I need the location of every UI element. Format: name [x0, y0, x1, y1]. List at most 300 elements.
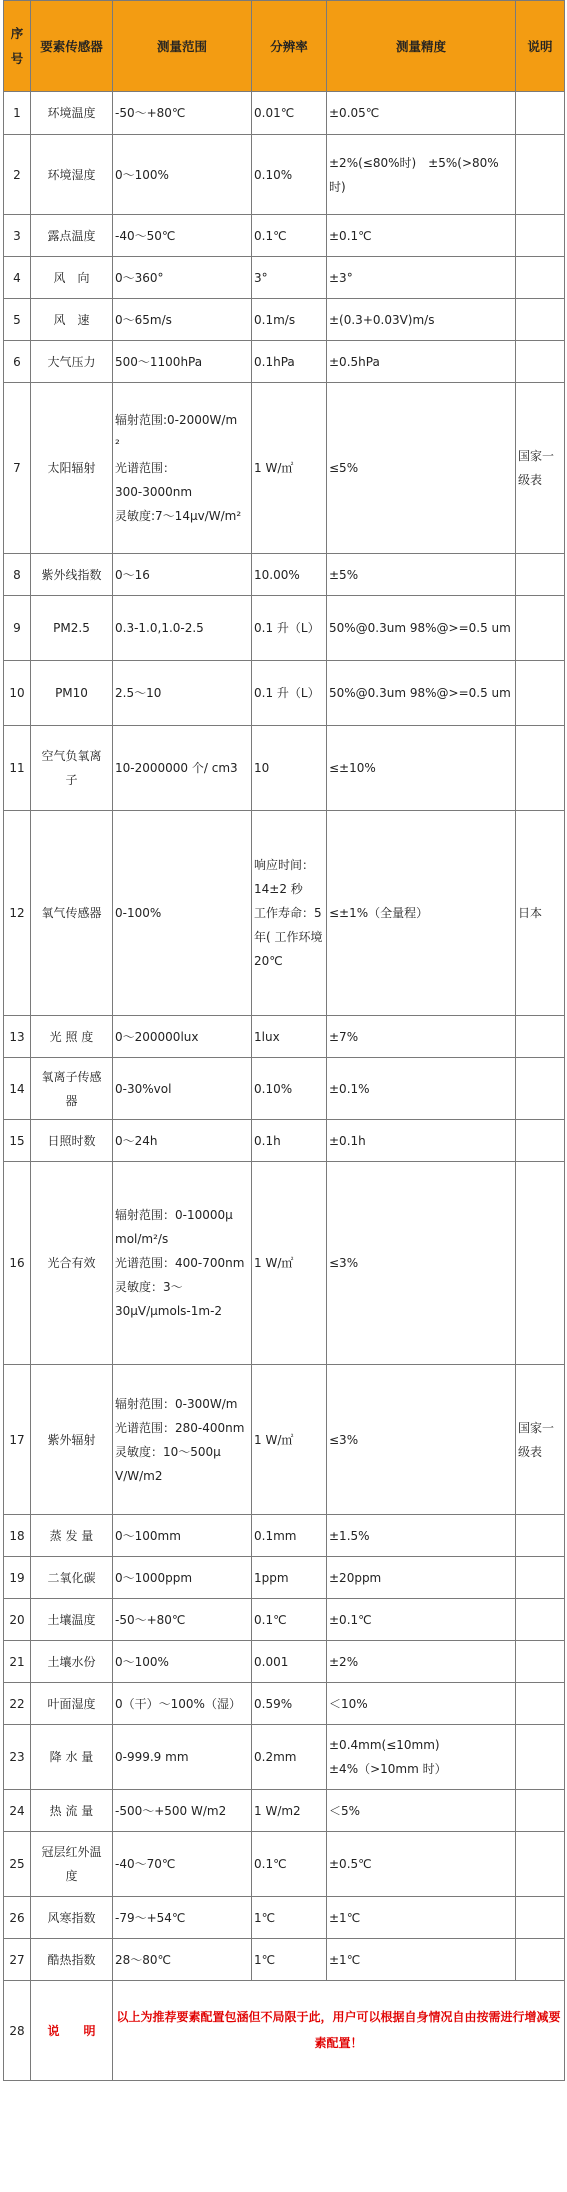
- cell-no: 13: [4, 1016, 31, 1058]
- cell-note: [516, 383, 565, 554]
- cell-range: [113, 1162, 252, 1365]
- cell-note: [516, 726, 565, 811]
- cell-line: 辐射范围:0-2000W/m: [115, 413, 238, 427]
- cell-line: 500～1100hPa: [115, 354, 203, 369]
- cell-range: [113, 1365, 252, 1515]
- cell-resolution: [252, 1557, 327, 1599]
- cell-range: [113, 1725, 252, 1790]
- cell-resolution: [252, 1897, 327, 1939]
- cell-line: 0.001: [254, 1654, 289, 1669]
- cell-no: 14: [4, 1058, 31, 1120]
- table-row: [4, 1162, 565, 1365]
- cell-note: [516, 1641, 565, 1683]
- cell-line: ±0.1℃: [329, 1612, 372, 1627]
- cell-line: -50～+80℃: [115, 1612, 186, 1627]
- footer-no: 28: [4, 1981, 31, 2081]
- cell-accuracy: [327, 1725, 516, 1790]
- cell-sensor: [31, 1016, 113, 1058]
- cell-line: 空气负氧离: [41, 749, 102, 763]
- cell-range: [113, 726, 252, 811]
- cell-line: 风寒指数: [47, 1910, 96, 1925]
- cell-line: 国家一: [518, 1420, 555, 1435]
- cell-no: 2: [4, 135, 31, 215]
- footer-row: [4, 1981, 565, 2081]
- cell-accuracy: [327, 135, 516, 215]
- cell-line: 0-999.9 mm: [115, 1750, 189, 1764]
- header-row: [4, 1, 565, 92]
- cell-no: 3: [4, 215, 31, 257]
- cell-line: 50%@0.3um 98%@>=0.5 um: [329, 621, 511, 635]
- cell-no: 4: [4, 257, 31, 299]
- cell-note: [516, 299, 565, 341]
- cell-note: [516, 1120, 565, 1162]
- cell-line: 灵敏度:7～14μv/W/m²: [115, 509, 242, 523]
- cell-no: 19: [4, 1557, 31, 1599]
- cell-line: 1 W/㎡: [254, 1432, 294, 1447]
- cell-range: [113, 1120, 252, 1162]
- cell-line: ±2%(≤80%时) ±5%(>80%: [329, 155, 499, 170]
- cell-resolution: [252, 299, 327, 341]
- cell-accuracy: [327, 1832, 516, 1897]
- cell-no: 21: [4, 1641, 31, 1683]
- table-row: [4, 1016, 565, 1058]
- header-range: 测量范围: [113, 1, 252, 92]
- cell-accuracy: [327, 341, 516, 383]
- cell-line: 国家一: [518, 449, 555, 463]
- cell-line: 0-100%: [115, 906, 162, 920]
- cell-line: 0.01℃: [254, 106, 295, 120]
- cell-resolution: [252, 1725, 327, 1790]
- cell-no: 11: [4, 726, 31, 811]
- cell-line: 1ppm: [254, 1570, 289, 1585]
- table-row: [4, 554, 565, 596]
- cell-line: [518, 224, 562, 248]
- cell-line: 20℃: [254, 954, 283, 968]
- cell-range: [113, 299, 252, 341]
- cell-sensor: [31, 811, 113, 1016]
- cell-line: 级表: [518, 1444, 543, 1459]
- cell-accuracy: [327, 1683, 516, 1725]
- cell-line: ≤5%: [329, 461, 359, 475]
- cell-line: 灵敏度：10～500μ: [115, 1444, 221, 1459]
- cell-accuracy: [327, 1058, 516, 1120]
- cell-line: 热 流 量: [49, 1803, 94, 1818]
- cell-line: ±20ppm: [329, 1570, 382, 1585]
- cell-line: [518, 1650, 562, 1674]
- cell-resolution: [252, 1365, 327, 1515]
- cell-resolution: [252, 726, 327, 811]
- cell-line: ±0.05℃: [329, 106, 380, 120]
- cell-sensor: [31, 1683, 113, 1725]
- cell-accuracy: [327, 554, 516, 596]
- cell-no: 15: [4, 1120, 31, 1162]
- cell-no: 1: [4, 92, 31, 135]
- cell-line: [518, 563, 562, 587]
- cell-line: mol/m²/s: [115, 1232, 169, 1246]
- cell-line: 0～100%: [115, 167, 169, 182]
- cell-sensor: [31, 92, 113, 135]
- cell-note: [516, 1557, 565, 1599]
- cell-line: 0.59%: [254, 1696, 293, 1711]
- cell-line: 0～1000ppm: [115, 1570, 193, 1585]
- table-row: [4, 1832, 565, 1897]
- cell-sensor: [31, 1790, 113, 1832]
- cell-line: ±0.1℃: [329, 228, 372, 243]
- cell-line: 1℃: [254, 1910, 276, 1925]
- cell-line: [518, 1251, 562, 1275]
- cell-line: [518, 101, 562, 125]
- table-row: [4, 1641, 565, 1683]
- cell-note: [516, 596, 565, 661]
- cell-line: 10-2000000 个/ cm3: [115, 761, 238, 775]
- cell-accuracy: [327, 1790, 516, 1832]
- cell-no: 12: [4, 811, 31, 1016]
- cell-range: [113, 1790, 252, 1832]
- cell-line: 10.00%: [254, 567, 300, 582]
- cell-no: 18: [4, 1515, 31, 1557]
- cell-line: V/W/m2: [115, 1468, 163, 1483]
- cell-accuracy: [327, 726, 516, 811]
- cell-accuracy: [327, 1939, 516, 1981]
- cell-no: 7: [4, 383, 31, 554]
- cell-line: 二氧化碳: [47, 1570, 96, 1585]
- cell-resolution: [252, 1832, 327, 1897]
- cell-note: [516, 1725, 565, 1790]
- cell-no: 20: [4, 1599, 31, 1641]
- cell-line: 光 照 度: [49, 1029, 94, 1044]
- cell-line: 0.10%: [254, 167, 293, 182]
- cell-line: 30μV/μmols-1m-2: [115, 1304, 223, 1318]
- table-row: [4, 1939, 565, 1981]
- cell-line: 冠层红外温: [41, 1845, 102, 1859]
- cell-sensor: [31, 215, 113, 257]
- cell-line: ±0.5hPa: [329, 354, 380, 369]
- cell-line: 子: [65, 773, 78, 787]
- cell-line: [518, 1906, 562, 1930]
- cell-line: [518, 1524, 562, 1548]
- cell-line: [518, 1025, 562, 1049]
- header-no: 序号: [4, 1, 31, 92]
- cell-resolution: [252, 1016, 327, 1058]
- cell-note: [516, 1683, 565, 1725]
- cell-line: 辐射范围：0-300W/m: [115, 1396, 238, 1411]
- cell-line: ±2%: [329, 1654, 359, 1669]
- cell-sensor: [31, 726, 113, 811]
- cell-line: 环境温度: [47, 106, 96, 120]
- cell-note: [516, 554, 565, 596]
- cell-line: ±(0.3+0.03V)m/s: [329, 312, 435, 327]
- cell-note: [516, 1016, 565, 1058]
- cell-accuracy: [327, 811, 516, 1016]
- cell-sensor: [31, 1557, 113, 1599]
- table-row: [4, 341, 565, 383]
- cell-line: [518, 756, 562, 780]
- cell-note: [516, 1832, 565, 1897]
- cell-no: 10: [4, 661, 31, 726]
- cell-line: 氧气传感器: [41, 906, 102, 920]
- cell-resolution: [252, 1790, 327, 1832]
- cell-sensor: [31, 1599, 113, 1641]
- table-row: [4, 299, 565, 341]
- cell-accuracy: [327, 1641, 516, 1683]
- cell-line: 风 速: [53, 312, 90, 327]
- cell-line: 紫外辐射: [47, 1432, 96, 1447]
- cell-line: 土壤水份: [47, 1654, 96, 1669]
- cell-sensor: [31, 1162, 113, 1365]
- cell-line: 大气压力: [47, 354, 96, 369]
- table-row: [4, 135, 565, 215]
- cell-accuracy: [327, 1120, 516, 1162]
- cell-line: [518, 308, 562, 332]
- cell-line: 0～100%: [115, 1654, 169, 1669]
- cell-accuracy: [327, 1557, 516, 1599]
- cell-accuracy: [327, 1162, 516, 1365]
- cell-line: 1lux: [254, 1029, 280, 1044]
- cell-range: [113, 1058, 252, 1120]
- cell-line: [518, 1608, 562, 1632]
- cell-line: 0.1h: [254, 1133, 281, 1148]
- cell-accuracy: [327, 257, 516, 299]
- cell-resolution: [252, 341, 327, 383]
- cell-line: -500～+500 W/m2: [115, 1803, 227, 1818]
- cell-line: ≤3%: [329, 1256, 359, 1270]
- table-row: [4, 661, 565, 726]
- cell-resolution: [252, 1515, 327, 1557]
- cell-line: 光谱范围：: [115, 461, 176, 475]
- cell-range: [113, 341, 252, 383]
- cell-range: [113, 661, 252, 726]
- table-row: [4, 1515, 565, 1557]
- cell-resolution: [252, 383, 327, 554]
- cell-note: [516, 661, 565, 726]
- cell-range: [113, 215, 252, 257]
- cell-line: ±5%: [329, 567, 359, 582]
- cell-note: [516, 135, 565, 215]
- cell-line: 0.1mm: [254, 1528, 297, 1543]
- cell-line: ±1℃: [329, 1952, 361, 1967]
- cell-line: 0.1℃: [254, 1612, 287, 1627]
- cell-note: [516, 1365, 565, 1515]
- cell-range: [113, 1599, 252, 1641]
- cell-line: 土壤温度: [47, 1612, 96, 1627]
- table-row: [4, 215, 565, 257]
- cell-note: [516, 1058, 565, 1120]
- cell-range: [113, 135, 252, 215]
- cell-line: 日本: [518, 906, 543, 920]
- cell-line: -40～50℃: [115, 228, 176, 243]
- cell-line: 光合有效: [47, 1256, 96, 1270]
- cell-line: -79～+54℃: [115, 1910, 186, 1925]
- cell-line: ²: [115, 437, 120, 451]
- cell-note: [516, 92, 565, 135]
- cell-range: [113, 383, 252, 554]
- cell-note: [516, 1897, 565, 1939]
- cell-line: 灵敏度：3～: [115, 1280, 183, 1294]
- cell-resolution: [252, 1120, 327, 1162]
- cell-range: [113, 1557, 252, 1599]
- cell-range: [113, 1832, 252, 1897]
- cell-range: [113, 1897, 252, 1939]
- cell-line: ±7%: [329, 1029, 359, 1044]
- cell-note: [516, 215, 565, 257]
- cell-line: ±0.1h: [329, 1133, 366, 1148]
- table-row: [4, 726, 565, 811]
- cell-no: 17: [4, 1365, 31, 1515]
- cell-resolution: [252, 1641, 327, 1683]
- cell-line: 0～200000lux: [115, 1029, 199, 1044]
- table-row: [4, 1557, 565, 1599]
- cell-resolution: [252, 1162, 327, 1365]
- cell-line: 辐射范围：0-10000μ: [115, 1208, 233, 1222]
- cell-line: 0.1 升（L）: [254, 621, 320, 635]
- cell-line: 10: [254, 761, 270, 775]
- cell-sensor: [31, 596, 113, 661]
- cell-line: 0～100mm: [115, 1528, 181, 1543]
- cell-line: PM10: [55, 686, 88, 700]
- cell-resolution: [252, 554, 327, 596]
- cell-line: 1 W/m2: [254, 1803, 301, 1818]
- cell-accuracy: [327, 596, 516, 661]
- cell-line: 紫外线指数: [41, 567, 102, 582]
- cell-no: 23: [4, 1725, 31, 1790]
- cell-resolution: [252, 661, 327, 726]
- header-sensor: 要素传感器: [31, 1, 113, 92]
- cell-note: [516, 257, 565, 299]
- cell-line: 风 向: [53, 270, 90, 285]
- cell-line: -50～+80℃: [115, 106, 186, 120]
- cell-no: 22: [4, 1683, 31, 1725]
- cell-sensor: [31, 299, 113, 341]
- cell-no: 6: [4, 341, 31, 383]
- cell-accuracy: [327, 661, 516, 726]
- cell-line: 光谱范围：280-400nm: [115, 1420, 245, 1435]
- cell-accuracy: [327, 215, 516, 257]
- cell-no: 8: [4, 554, 31, 596]
- table-row: [4, 596, 565, 661]
- cell-sensor: [31, 554, 113, 596]
- cell-line: [518, 1077, 562, 1101]
- cell-line: 0～360°: [115, 270, 164, 285]
- cell-range: [113, 554, 252, 596]
- cell-no: 26: [4, 1897, 31, 1939]
- cell-line: ±0.1%: [329, 1081, 370, 1096]
- footer-label: 说 明: [31, 1981, 113, 2081]
- cell-line: 1 W/㎡: [254, 461, 294, 475]
- cell-sensor: [31, 1897, 113, 1939]
- table-row: [4, 1599, 565, 1641]
- cell-no: 27: [4, 1939, 31, 1981]
- cell-line: 蒸 发 量: [49, 1528, 94, 1543]
- table-row: [4, 1725, 565, 1790]
- table-row: [4, 1790, 565, 1832]
- cell-note: [516, 1939, 565, 1981]
- cell-line: [518, 266, 562, 290]
- table-row: [4, 257, 565, 299]
- table-row: [4, 1120, 565, 1162]
- cell-line: ＜5%: [329, 1803, 361, 1818]
- cell-no: 5: [4, 299, 31, 341]
- table-row: [4, 92, 565, 135]
- cell-line: 级表: [518, 473, 543, 487]
- cell-note: [516, 1162, 565, 1365]
- cell-line: 300-3000nm: [115, 485, 193, 499]
- cell-range: [113, 257, 252, 299]
- cell-range: [113, 1515, 252, 1557]
- cell-no: 24: [4, 1790, 31, 1832]
- cell-line: 工作寿命：5: [254, 906, 322, 920]
- cell-line: ±1.5%: [329, 1528, 370, 1543]
- cell-accuracy: [327, 92, 516, 135]
- cell-line: 光谱范围：400-700nm: [115, 1256, 245, 1270]
- cell-resolution: [252, 215, 327, 257]
- cell-resolution: [252, 811, 327, 1016]
- cell-line: 28～80℃: [115, 1952, 172, 1967]
- cell-line: 2.5～10: [115, 686, 162, 700]
- cell-line: 0.1℃: [254, 228, 287, 243]
- cell-sensor: [31, 1515, 113, 1557]
- cell-line: ≤±1%（全量程）: [329, 906, 429, 920]
- cell-sensor: [31, 1939, 113, 1981]
- cell-sensor: [31, 1365, 113, 1515]
- cell-sensor: [31, 383, 113, 554]
- cell-note: [516, 1790, 565, 1832]
- cell-sensor: [31, 1832, 113, 1897]
- cell-line: 器: [65, 1093, 78, 1108]
- cell-line: 0.1 升（L）: [254, 686, 320, 700]
- table-row: [4, 1058, 565, 1120]
- cell-line: 露点温度: [47, 228, 96, 243]
- cell-sensor: [31, 1120, 113, 1162]
- footer-text: 以上为推荐要素配置包涵但不局限于此，用户可以根据自身情况自由按需进行增减要素配置！: [113, 1981, 565, 2081]
- cell-line: 0.3-1.0,1.0-2.5: [115, 621, 204, 635]
- cell-line: 年( 工作环境: [254, 930, 323, 944]
- header-accuracy: 测量精度: [327, 1, 516, 92]
- cell-range: [113, 596, 252, 661]
- cell-line: 叶面湿度: [47, 1696, 96, 1711]
- cell-line: 度: [65, 1869, 78, 1883]
- cell-line: -40～70℃: [115, 1857, 176, 1871]
- cell-resolution: [252, 257, 327, 299]
- cell-line: 0～65m/s: [115, 312, 172, 327]
- cell-line: 1 W/㎡: [254, 1256, 294, 1270]
- sensor-spec-table: [3, 0, 565, 2081]
- cell-line: 日照时数: [47, 1133, 96, 1148]
- cell-resolution: [252, 1683, 327, 1725]
- cell-note: [516, 341, 565, 383]
- cell-line: 0.1m/s: [254, 312, 296, 327]
- cell-line: 降 水 量: [49, 1750, 94, 1764]
- cell-accuracy: [327, 383, 516, 554]
- cell-line: ±4%（>10mm 时）: [329, 1762, 447, 1776]
- cell-sensor: [31, 341, 113, 383]
- cell-accuracy: [327, 1365, 516, 1515]
- cell-line: 0～16: [115, 567, 150, 582]
- cell-line: 0（干）～100%（湿）: [115, 1696, 241, 1711]
- cell-line: ≤3%: [329, 1432, 359, 1447]
- cell-note: [516, 1599, 565, 1641]
- cell-line: 太阳辐射: [47, 461, 96, 475]
- cell-line: [518, 1129, 562, 1153]
- cell-accuracy: [327, 1599, 516, 1641]
- cell-sensor: [31, 1058, 113, 1120]
- cell-accuracy: [327, 299, 516, 341]
- cell-line: [518, 1566, 562, 1590]
- table-row: [4, 1683, 565, 1725]
- cell-line: 50%@0.3um 98%@>=0.5 um: [329, 686, 511, 700]
- cell-accuracy: [327, 1897, 516, 1939]
- header-note: 说明: [516, 1, 565, 92]
- cell-range: [113, 1939, 252, 1981]
